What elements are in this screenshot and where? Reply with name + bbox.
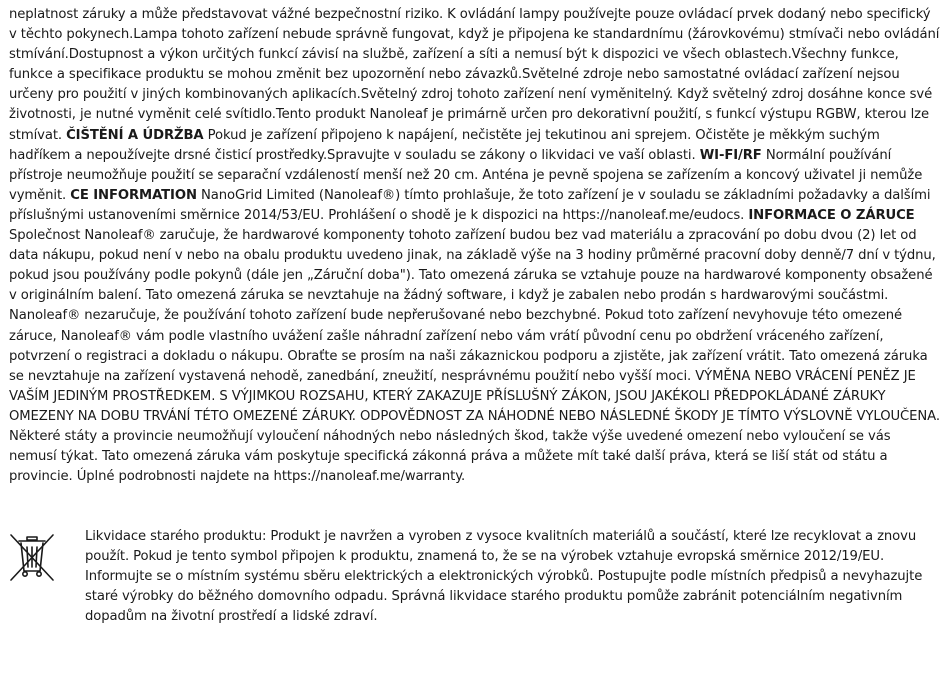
cleaning-heading: ČIŠTĚNÍ A ÚDRŽBA [66, 127, 204, 143]
safety-paragraph: neplatnost záruky a může představovat vážné bezpečnostní riziko. K ovládání lampy používejte pouze ovládací prvek dodaný nebo specifický v těchto pokynech.Lampa tohoto zařízení nebude správně fungovat, když je připojena ke standardnímu (žárovkovému) stmívači nebo ovládání stmívání.Dostupnost a výkon určitých funkcí závisí na službě, zařízení a síti a nemusí být k dispozici ve všech oblastech.Všechny funkce, funkce a specifikace produktu se mohou změnit bez upozornění nebo závazků.Světelné zdroje nebo samostatné ovládací zařízení nejsou určeny pro použití v jiných kombinovaných aplikacích.Světelný zdroj tohoto zařízení není vyměnitelný. Když světelný zdroj dosáhne konce své životnosti, je nutné vyměnit celé svítidlo.Tento produkt Nanoleaf je primárně určen pro dekorativní použití, s funkcí výstupu RGBW, kterou lze stmívat. [9, 7, 940, 143]
wifi-rf-heading: WI-FI/RF [699, 147, 762, 163]
weee-crossed-bin-icon [8, 531, 56, 583]
ce-information-heading: CE INFORMATION [70, 187, 197, 203]
warranty-heading: INFORMACE O ZÁRUCE [748, 207, 915, 223]
manual-body-text [9, 5, 941, 487]
ce-information-paragraph: NanoGrid Limited (Nanoleaf®) tímto prohlašuje, že toto zařízení je v souladu se základními požadavky a dalšími příslušnými ustanoveními směrnice 2014/53/EU. Prohlášení o shodě je k dispozici na https://nanoleaf.me/eudocs. [9, 187, 931, 223]
disposal-paragraph: Likvidace starého produktu: Produkt je navržen a vyroben z vysoce kvalitních materiálů a součástí, které lze recyklovat a znovu použít. Pokud je tento symbol připojen k produktu, znamená to, že se na výrobek vztahuje evropská směrnice 2012/19/EU. Informujte se o místním systému sběru elektrických a elektronických výrobků. Postupujte podle místních předpisů a nevyhazujte staré výrobky do běžného domovního odpadu. Správná likvidace starého produktu pomůže zabránit potenciálním negativním dopadům na životní prostředí a lidské zdraví. [85, 529, 923, 625]
warranty-paragraph: Společnost Nanoleaf® zaručuje, že hardwarové komponenty tohoto zařízení budou bez vad materiálu a zpracování po dobu dvou (2) let od data nákupu, pokud není v nebo na obalu produktu uvedeno jinak, na základě výše na 3 hodiny průměrné pracovní doby denně/7 dní v týdnu, pokud jsou používány podle pokynů (dále jen „Záruční doba"). Tato omezená záruka se vztahuje pouze na hardwarové komponenty obsažené v originálním balení. Tato omezená záruka se nevztahuje na žádný software, i když je zabalen nebo prodán s hardwarovými součástmi. Nanoleaf® nezaručuje, že používání tohoto zařízení bude nepřerušované nebo bezchybné. Pokud toto zařízení nevyhovuje této omezené záruce, Nanoleaf® vám podle vlastního uvážení zašle náhradní zařízení nebo vám vrátí původní cenu po obdržení vráceného zařízení, potvrzení o registraci a dokladu o nákupu. Obraťte se prosím na naši zákaznickou podporu a zjistěte, jak zařízení vrátit. Tato omezená záruka se nevztahuje na zařízení vystavená nehodě, zanedbání, zneužití, nesprávnému použití nebo vyšší moci. VÝMĚNA NEBO VRÁCENÍ PENĚZ JE VAŠÍM JEDINÝM PROSTŘEDKEM. S VÝJIMKOU ROZSAHU, KTERÝ ZAKAZUJE PŘÍSLUŠNÝ ZÁKON, JSOU JAKÉKOLI PŘEDPOKLÁDANÉ ZÁRUKY OMEZENY NA DOBU TRVÁNÍ TÉTO OMEZENÉ ZÁRUKY. ODPOVĚDNOST ZA NÁHODNÉ NEBO NÁSLEDNÉ ŠKODY JE TÍMTO VÝSLOVNĚ VYLOUČENA. Některé státy a provincie neumožňují vyloučení náhodných nebo následných škod, takže výše uvedené omezení nebo vyloučení se vás nemusí týkat. Tato omezená záruka vám poskytuje specifická zákonná práva a můžete mít také další práva, která se liší stát od státu a provincie. Úplné podrobnosti najdete na https://nanoleaf.me/warranty. [9, 228, 940, 485]
cleaning-paragraph: Pokud je zařízení připojeno k napájení, nečistěte jej tekutinou ani sprejem. Očistěte je měkkým suchým hadříkem a nepoužívejte drsné čisticí prostředky.Spravujte v souladu se zákony o likvidaci ve vaší oblasti. [9, 127, 880, 163]
wifi-rf-paragraph: Normální používání přístroje neumožňuje použití se separační vzdáleností menší než 20 cm. Anténa je pevně spojena se zařízením a koncový uživatel ji nemůže vyměnit. [9, 147, 923, 203]
